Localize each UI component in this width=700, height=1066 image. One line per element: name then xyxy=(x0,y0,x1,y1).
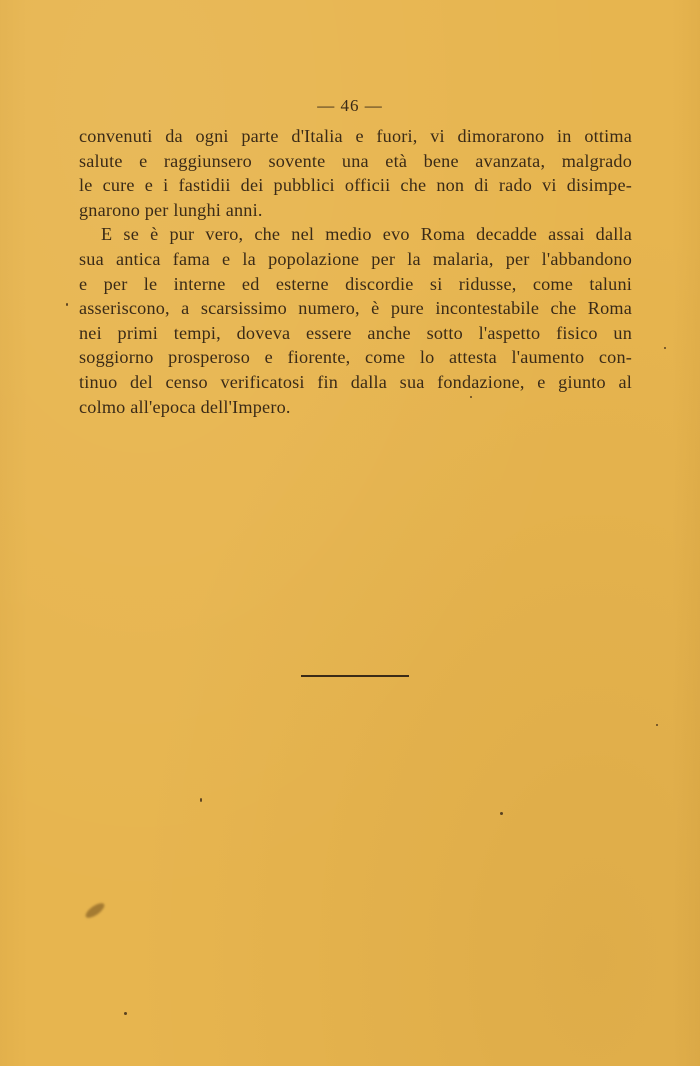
text-line: e per le interne ed esterne discordie si ridusse, come taluni xyxy=(79,273,632,294)
paper-speck xyxy=(500,812,503,815)
paper-speck xyxy=(124,1012,127,1015)
page-number: — 46 — xyxy=(317,96,383,115)
text-line: nei primi tempi, doveva essere anche sotto l'aspetto fisico un xyxy=(79,322,632,343)
text-line: sua antica fama e la popolazione per la malaria, per l'abbandono xyxy=(79,248,632,269)
text-line: le cure e i fastidii dei pubblici officii che non di rado vi disimpe- xyxy=(79,175,632,196)
section-divider xyxy=(301,675,409,677)
paper-speck xyxy=(664,347,666,349)
paper-speck xyxy=(66,303,68,306)
text-line: gnarono per lunghi anni. xyxy=(79,199,263,220)
body-text xyxy=(79,124,632,419)
text-line: convenuti da ogni parte d'Italia e fuori, vi dimorarono in ottima xyxy=(79,126,632,146)
paper-speck xyxy=(200,798,202,802)
text-line: tinuo del censo verificatosi fin dalla sua fondazione, e giunto al xyxy=(79,371,632,392)
text-line: salute e raggiunsero sovente una età bene avanzata, malgrado xyxy=(79,150,632,171)
text-line: soggiorno prosperoso e fiorente, come lo attesta l'aumento con- xyxy=(79,347,632,368)
text-line: E se è pur vero, che nel medio evo Roma decadde assai dalla xyxy=(101,224,632,245)
paper-speck xyxy=(470,396,472,398)
paper-speck xyxy=(656,724,658,726)
ink-smudge xyxy=(83,901,106,921)
text-line: colmo all'epoca dell'Impero. xyxy=(79,396,291,417)
paragraph-1 xyxy=(79,124,632,222)
paragraph-2 xyxy=(79,222,632,419)
text-line: asseriscono, a scarsissimo numero, è pure incontestabile che Roma xyxy=(79,298,632,319)
